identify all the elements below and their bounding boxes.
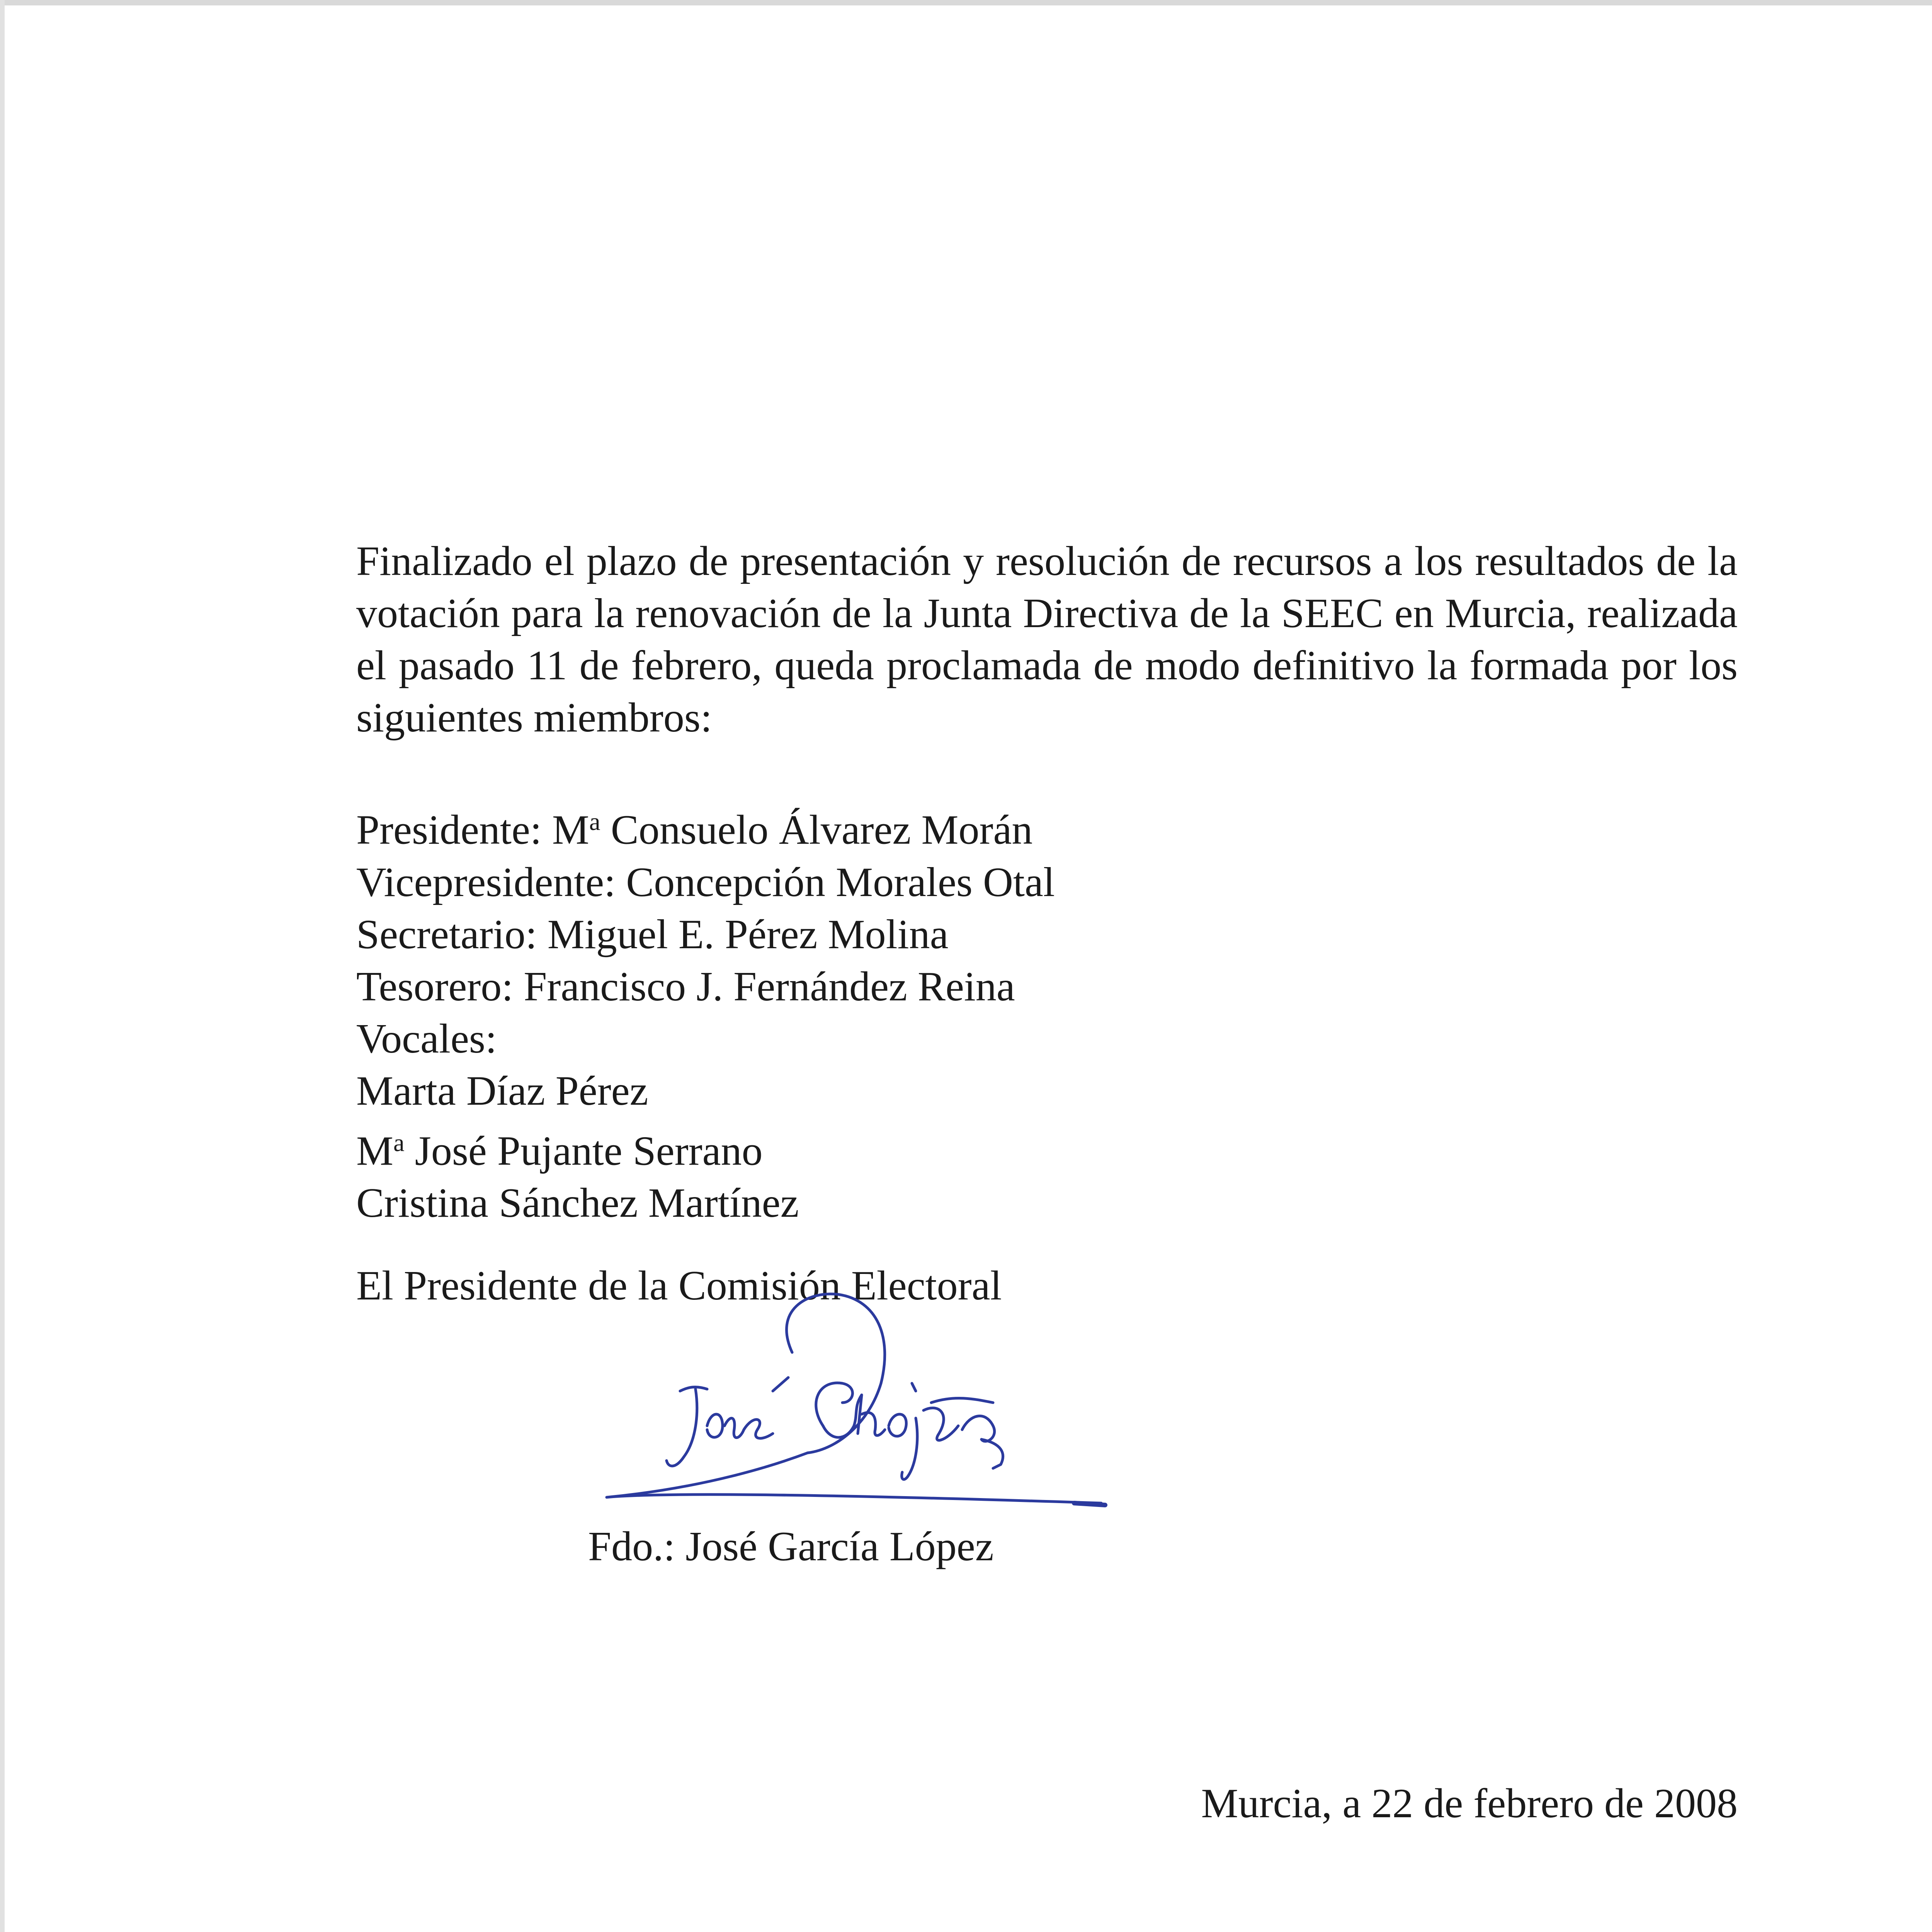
president-prefix: Presidente: M xyxy=(356,807,589,853)
scan-edge-top xyxy=(0,0,1932,5)
member-vocal-3: Cristina Sánchez Martínez xyxy=(356,1180,799,1226)
place-and-date: Murcia, a 22 de febrero de 2008 xyxy=(1201,1781,1738,1827)
intro-paragraph: Finalizado el plazo de presentación y resolución de recursos a los resultados de la votación para la renovación de la Junta Directiva de la SEEC en Murcia, realizada el pasado 11 de febrero, queda proclamada de modo definitivo la formada por los siguientes miembros: xyxy=(356,538,1738,741)
member-president xyxy=(356,796,1055,856)
president-superscript: a xyxy=(589,808,600,836)
member-vocal-2 xyxy=(356,1117,1055,1177)
vocales-label: Vocales: xyxy=(356,1015,497,1062)
electoral-commission-line: El Presidente de la Comisión Electoral xyxy=(356,1263,1002,1309)
member-vicepresident: Vicepresidente: Concepción Morales Otal xyxy=(356,859,1055,905)
member-secretary: Secretario: Miguel E. Pérez Molina xyxy=(356,911,949,957)
signer-name: Fdo.: José García López xyxy=(588,1524,994,1570)
handwritten-signature xyxy=(591,1287,1121,1526)
vocal-2-name: José Pujante Serrano xyxy=(404,1128,763,1174)
member-vocal-1: Marta Díaz Pérez xyxy=(356,1068,648,1114)
vocal-2-superscript: a xyxy=(393,1129,405,1157)
vocal-2-prefix: M xyxy=(356,1128,394,1174)
member-treasurer: Tesorero: Francisco J. Fernández Reina xyxy=(356,963,1015,1010)
president-name: Consuelo Álvarez Morán xyxy=(600,807,1033,853)
board-members-list xyxy=(356,796,1055,1229)
scan-edge-left xyxy=(0,0,5,1932)
